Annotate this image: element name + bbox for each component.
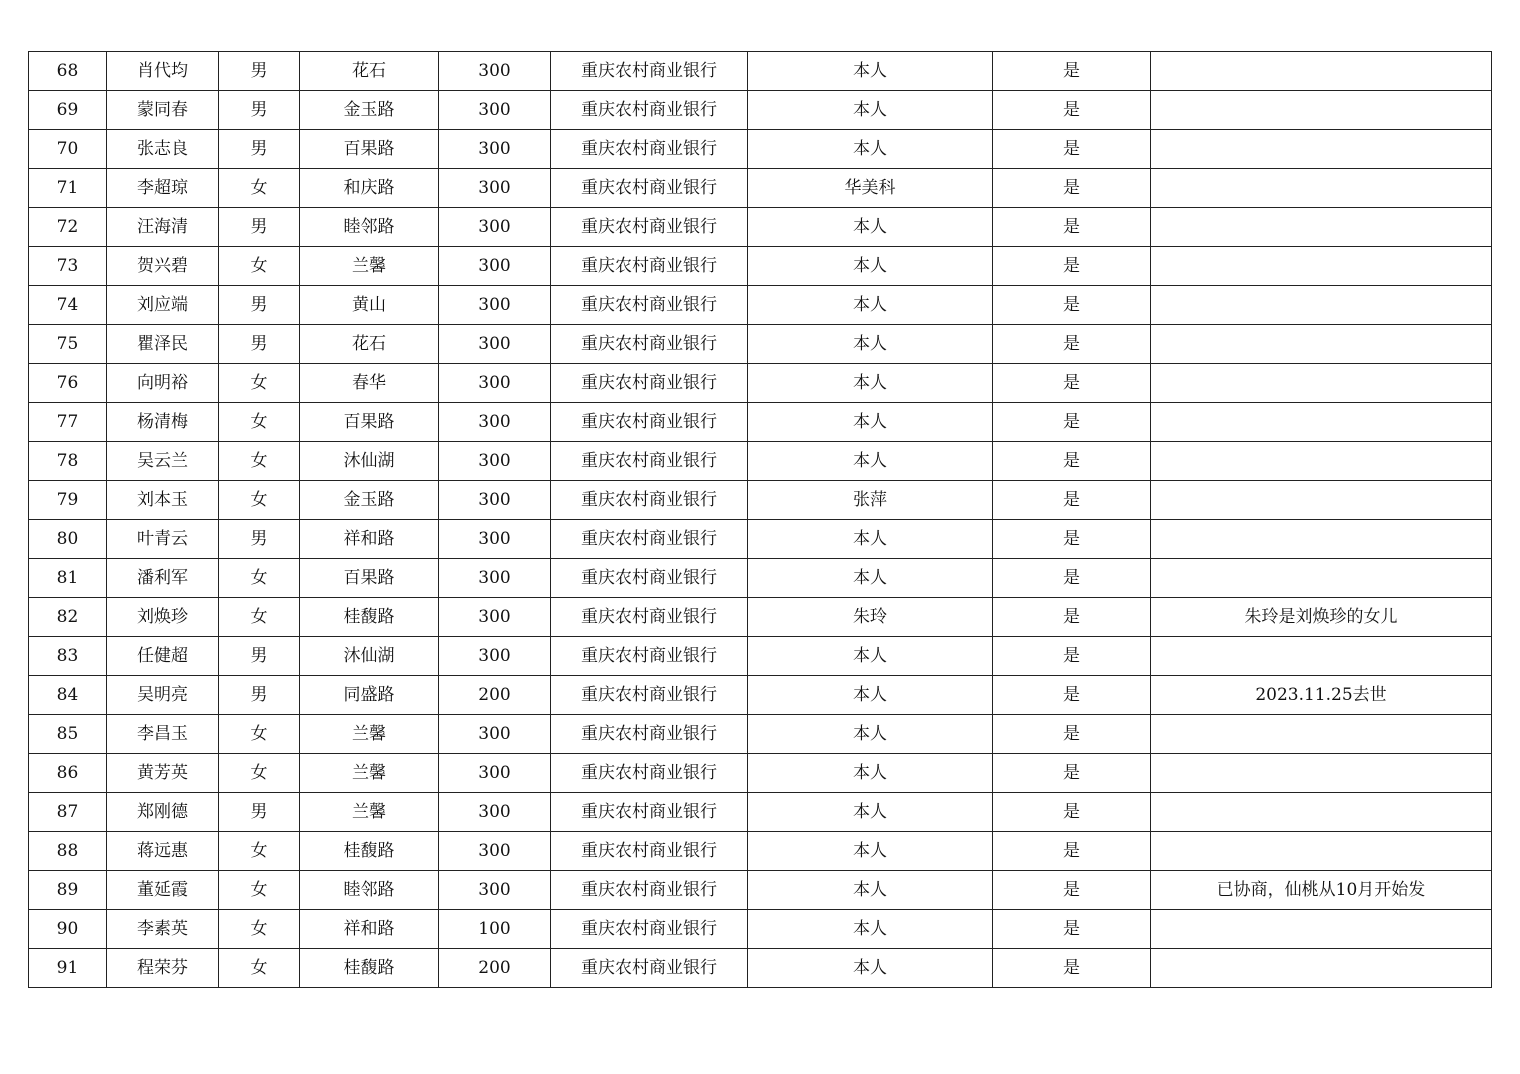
cell-location: 桂馥路 [300,598,439,637]
table-row [29,442,1492,481]
table-row [29,325,1492,364]
cell-bank: 重庆农村商业银行 [551,676,748,715]
cell-recipient: 本人 [748,208,993,247]
cell-bank: 重庆农村商业银行 [551,754,748,793]
cell-bank: 重庆农村商业银行 [551,208,748,247]
cell-name: 黄芳英 [107,754,219,793]
table-row [29,520,1492,559]
table-row [29,130,1492,169]
cell-bank: 重庆农村商业银行 [551,949,748,988]
cell-gender: 女 [219,754,300,793]
cell-note [1151,481,1492,520]
cell-bank: 重庆农村商业银行 [551,832,748,871]
table-row [29,637,1492,676]
cell-location: 金玉路 [300,91,439,130]
cell-confirmed: 是 [993,325,1151,364]
cell-amount: 300 [439,442,551,481]
cell-recipient: 本人 [748,910,993,949]
cell-amount: 300 [439,754,551,793]
cell-confirmed: 是 [993,559,1151,598]
cell-name: 程荣芬 [107,949,219,988]
table-row [29,832,1492,871]
cell-confirmed: 是 [993,52,1151,91]
cell-amount: 300 [439,793,551,832]
cell-gender: 女 [219,832,300,871]
cell-amount: 300 [439,364,551,403]
table-row [29,286,1492,325]
cell-gender: 女 [219,559,300,598]
cell-recipient: 本人 [748,676,993,715]
table-row [29,949,1492,988]
cell-seq-no: 74 [29,286,107,325]
cell-location: 睦邻路 [300,208,439,247]
cell-gender: 女 [219,598,300,637]
cell-bank: 重庆农村商业银行 [551,481,748,520]
cell-location: 花石 [300,325,439,364]
cell-bank: 重庆农村商业银行 [551,169,748,208]
cell-location: 桂馥路 [300,832,439,871]
cell-bank: 重庆农村商业银行 [551,286,748,325]
cell-confirmed: 是 [993,832,1151,871]
cell-bank: 重庆农村商业银行 [551,130,748,169]
cell-gender: 男 [219,520,300,559]
cell-note [1151,286,1492,325]
cell-location: 花石 [300,52,439,91]
cell-recipient: 本人 [748,403,993,442]
table-row [29,364,1492,403]
cell-location: 兰馨 [300,715,439,754]
cell-confirmed: 是 [993,793,1151,832]
table-row [29,208,1492,247]
cell-note [1151,949,1492,988]
cell-amount: 300 [439,52,551,91]
table-row [29,559,1492,598]
cell-name: 任健超 [107,637,219,676]
cell-note: 已协商，仙桃从10月开始发 [1151,871,1492,910]
cell-gender: 女 [219,403,300,442]
cell-note: 朱玲是刘焕珍的女儿 [1151,598,1492,637]
cell-amount: 300 [439,832,551,871]
cell-seq-no: 82 [29,598,107,637]
cell-bank: 重庆农村商业银行 [551,520,748,559]
cell-seq-no: 89 [29,871,107,910]
cell-bank: 重庆农村商业银行 [551,442,748,481]
cell-amount: 300 [439,481,551,520]
cell-gender: 男 [219,130,300,169]
cell-gender: 男 [219,208,300,247]
cell-confirmed: 是 [993,130,1151,169]
cell-note [1151,559,1492,598]
cell-seq-no: 72 [29,208,107,247]
cell-amount: 300 [439,403,551,442]
cell-confirmed: 是 [993,481,1151,520]
cell-name: 刘焕珍 [107,598,219,637]
cell-recipient: 本人 [748,52,993,91]
cell-confirmed: 是 [993,520,1151,559]
cell-amount: 300 [439,208,551,247]
table-row [29,403,1492,442]
cell-confirmed: 是 [993,286,1151,325]
cell-gender: 男 [219,91,300,130]
cell-location: 春华 [300,364,439,403]
cell-amount: 300 [439,520,551,559]
cell-gender: 男 [219,52,300,91]
roster-body [29,52,1492,988]
cell-bank: 重庆农村商业银行 [551,910,748,949]
cell-name: 叶青云 [107,520,219,559]
cell-seq-no: 80 [29,520,107,559]
cell-note [1151,637,1492,676]
cell-recipient: 本人 [748,793,993,832]
cell-gender: 男 [219,637,300,676]
cell-bank: 重庆农村商业银行 [551,598,748,637]
cell-confirmed: 是 [993,910,1151,949]
cell-amount: 300 [439,247,551,286]
cell-location: 兰馨 [300,754,439,793]
cell-gender: 女 [219,247,300,286]
cell-amount: 200 [439,949,551,988]
cell-gender: 女 [219,910,300,949]
table-row [29,871,1492,910]
cell-bank: 重庆农村商业银行 [551,91,748,130]
cell-recipient: 张萍 [748,481,993,520]
cell-confirmed: 是 [993,637,1151,676]
cell-location: 兰馨 [300,247,439,286]
cell-note [1151,520,1492,559]
cell-amount: 300 [439,91,551,130]
table-row [29,52,1492,91]
cell-seq-no: 79 [29,481,107,520]
cell-bank: 重庆农村商业银行 [551,325,748,364]
cell-name: 肖代均 [107,52,219,91]
cell-name: 蒋远惠 [107,832,219,871]
cell-location: 兰馨 [300,793,439,832]
cell-bank: 重庆农村商业银行 [551,364,748,403]
cell-name: 郑刚德 [107,793,219,832]
cell-confirmed: 是 [993,91,1151,130]
table-row [29,793,1492,832]
cell-gender: 女 [219,169,300,208]
cell-recipient: 本人 [748,832,993,871]
cell-note [1151,832,1492,871]
cell-name: 贺兴碧 [107,247,219,286]
cell-name: 蒙同春 [107,91,219,130]
cell-location: 百果路 [300,403,439,442]
cell-location: 黄山 [300,286,439,325]
cell-recipient: 本人 [748,754,993,793]
cell-note [1151,442,1492,481]
cell-bank: 重庆农村商业银行 [551,871,748,910]
cell-gender: 女 [219,481,300,520]
cell-gender: 男 [219,676,300,715]
cell-seq-no: 78 [29,442,107,481]
cell-seq-no: 87 [29,793,107,832]
cell-note [1151,754,1492,793]
cell-location: 金玉路 [300,481,439,520]
cell-bank: 重庆农村商业银行 [551,52,748,91]
cell-note [1151,403,1492,442]
cell-amount: 300 [439,871,551,910]
cell-recipient: 本人 [748,559,993,598]
cell-name: 刘本玉 [107,481,219,520]
cell-gender: 女 [219,364,300,403]
table-row [29,598,1492,637]
cell-gender: 男 [219,286,300,325]
cell-name: 杨清梅 [107,403,219,442]
cell-name: 吴明亮 [107,676,219,715]
cell-name: 李素英 [107,910,219,949]
table-row [29,715,1492,754]
cell-name: 向明裕 [107,364,219,403]
cell-name: 吴云兰 [107,442,219,481]
cell-seq-no: 83 [29,637,107,676]
cell-confirmed: 是 [993,949,1151,988]
table-row [29,169,1492,208]
cell-confirmed: 是 [993,598,1151,637]
cell-note: 2023.11.25去世 [1151,676,1492,715]
cell-recipient: 本人 [748,286,993,325]
cell-note [1151,130,1492,169]
cell-amount: 300 [439,598,551,637]
cell-location: 百果路 [300,559,439,598]
cell-gender: 女 [219,715,300,754]
cell-name: 李昌玉 [107,715,219,754]
cell-name: 张志良 [107,130,219,169]
cell-amount: 300 [439,325,551,364]
cell-amount: 300 [439,559,551,598]
cell-recipient: 本人 [748,520,993,559]
cell-note [1151,247,1492,286]
cell-confirmed: 是 [993,169,1151,208]
cell-bank: 重庆农村商业银行 [551,637,748,676]
cell-confirmed: 是 [993,676,1151,715]
cell-bank: 重庆农村商业银行 [551,247,748,286]
cell-note [1151,793,1492,832]
cell-name: 潘利军 [107,559,219,598]
cell-amount: 300 [439,130,551,169]
cell-recipient: 本人 [748,949,993,988]
cell-amount: 300 [439,286,551,325]
cell-confirmed: 是 [993,403,1151,442]
cell-seq-no: 76 [29,364,107,403]
cell-name: 李超琼 [107,169,219,208]
cell-amount: 100 [439,910,551,949]
cell-recipient: 本人 [748,247,993,286]
cell-recipient: 本人 [748,130,993,169]
cell-amount: 300 [439,637,551,676]
cell-seq-no: 69 [29,91,107,130]
cell-location: 祥和路 [300,910,439,949]
cell-confirmed: 是 [993,442,1151,481]
table-row [29,91,1492,130]
cell-location: 沐仙湖 [300,442,439,481]
cell-seq-no: 70 [29,130,107,169]
table-row [29,676,1492,715]
cell-note [1151,325,1492,364]
cell-seq-no: 71 [29,169,107,208]
cell-seq-no: 85 [29,715,107,754]
cell-recipient: 本人 [748,91,993,130]
cell-amount: 300 [439,715,551,754]
cell-note [1151,208,1492,247]
cell-confirmed: 是 [993,715,1151,754]
cell-note [1151,715,1492,754]
cell-location: 睦邻路 [300,871,439,910]
cell-note [1151,910,1492,949]
cell-bank: 重庆农村商业银行 [551,559,748,598]
cell-recipient: 本人 [748,325,993,364]
cell-note [1151,52,1492,91]
cell-note [1151,91,1492,130]
cell-confirmed: 是 [993,208,1151,247]
cell-recipient: 本人 [748,715,993,754]
cell-gender: 女 [219,871,300,910]
cell-seq-no: 73 [29,247,107,286]
cell-seq-no: 77 [29,403,107,442]
cell-location: 沐仙湖 [300,637,439,676]
cell-name: 瞿泽民 [107,325,219,364]
cell-seq-no: 91 [29,949,107,988]
roster-table [28,51,1492,988]
cell-recipient: 朱玲 [748,598,993,637]
cell-amount: 200 [439,676,551,715]
cell-confirmed: 是 [993,364,1151,403]
cell-gender: 男 [219,793,300,832]
cell-seq-no: 90 [29,910,107,949]
cell-amount: 300 [439,169,551,208]
cell-gender: 女 [219,949,300,988]
cell-location: 桂馥路 [300,949,439,988]
cell-seq-no: 81 [29,559,107,598]
cell-bank: 重庆农村商业银行 [551,715,748,754]
cell-name: 刘应端 [107,286,219,325]
table-row [29,247,1492,286]
cell-confirmed: 是 [993,247,1151,286]
cell-seq-no: 68 [29,52,107,91]
cell-location: 和庆路 [300,169,439,208]
cell-seq-no: 88 [29,832,107,871]
cell-gender: 男 [219,325,300,364]
cell-recipient: 本人 [748,442,993,481]
cell-gender: 女 [219,442,300,481]
table-row [29,481,1492,520]
cell-confirmed: 是 [993,871,1151,910]
cell-seq-no: 86 [29,754,107,793]
cell-location: 祥和路 [300,520,439,559]
table-row [29,754,1492,793]
cell-location: 同盛路 [300,676,439,715]
cell-location: 百果路 [300,130,439,169]
cell-name: 董延霞 [107,871,219,910]
cell-note [1151,169,1492,208]
cell-recipient: 华美科 [748,169,993,208]
cell-name: 汪海清 [107,208,219,247]
cell-confirmed: 是 [993,754,1151,793]
cell-bank: 重庆农村商业银行 [551,793,748,832]
cell-seq-no: 75 [29,325,107,364]
cell-seq-no: 84 [29,676,107,715]
cell-recipient: 本人 [748,637,993,676]
cell-note [1151,364,1492,403]
cell-recipient: 本人 [748,364,993,403]
cell-recipient: 本人 [748,871,993,910]
table-row [29,910,1492,949]
cell-bank: 重庆农村商业银行 [551,403,748,442]
